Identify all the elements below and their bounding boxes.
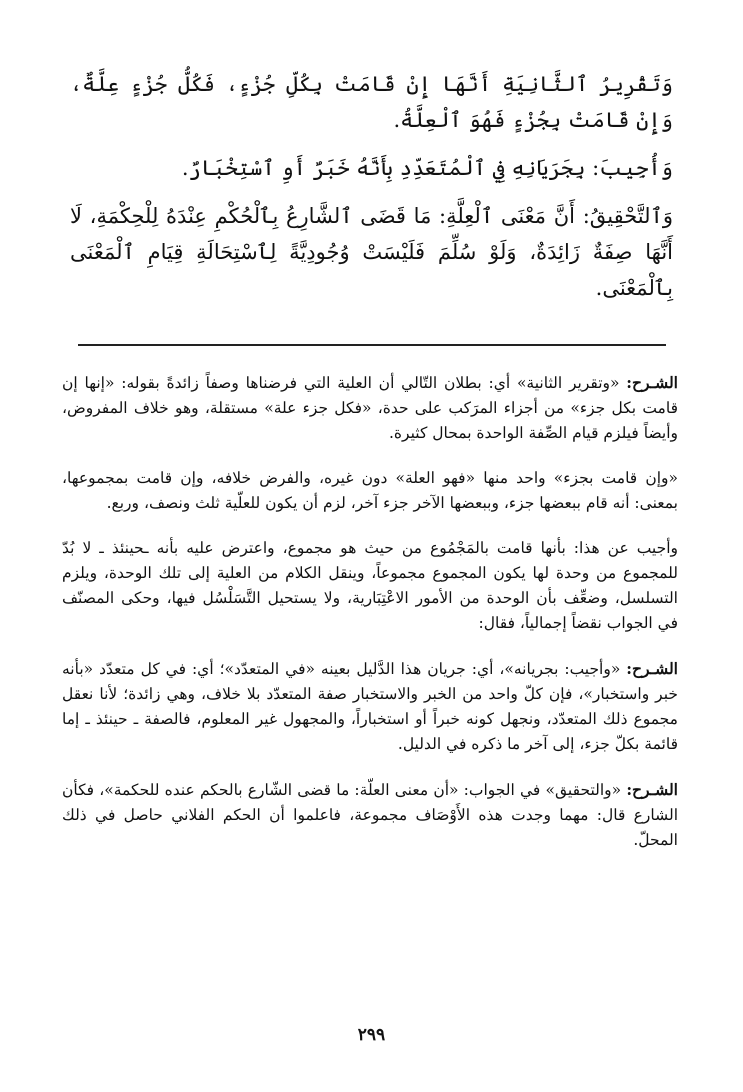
commentary-paragraph-4 <box>62 656 678 757</box>
commentary-text: وأجيب عن هذا: بأنها قامت بالمَجْمُوع من حيث هو مجموع، واعترض عليه بأنه ـحينئذ ـ لا بُدّ للمجموع من وحدة لها يكون المجموع مجموعاً، وينقل الكلام من العلية إلى تلك الوحدة، ويلزم التسلسل، وضعِّف بأن الوحدة من الأمور الاعْتِبَارية، ولا يستحيل التَّسَلْسُل فيها، وحكى المصنّف في الجواب نقضاً إجمالياً، فقال: <box>62 539 678 632</box>
matn-paragraph-2: وَأُجِيبَ: بِجَرَيَانِهِ فِي ٱلْمُتَعَدِّدِ بِأَنَّهُ خَبَرٌ أَوِ ٱسْتِخْبَارٌ. <box>181 156 673 180</box>
commentary-paragraph-1 <box>62 370 678 446</box>
matn-paragraph-1: وَتَقْرِيرُ ٱلثَّانِيَةِ أَنَّهَا إِنْ قَامَتْ بِكُلِّ جُزْءٍ، فَكُلُّ جُزْءٍ عِلَّةٌ، وَإِنْ قَامَتْ بِجُزْءٍ فَهُوَ ٱلْعِلَّةُ. <box>70 72 673 132</box>
commentary-text: «وإن قامت بجزء» واحد منها «فهو العلة» دون غيره، والفرض خلافه، وإن قامت بمجموعها، بمعنى: أنه قام ببعضها جزء، وببعضها الآخر جزء آخر، لزم أن يكون للعلّية ثلث ونصف، وربع. <box>62 469 678 512</box>
commentary-paragraph-2 <box>62 466 678 516</box>
commentary-paragraph-5 <box>62 777 678 853</box>
commentary-text: «وتقرير الثانية» أي: بطلان التّالي أن العلية التي فرضناها وصفاً زائدةً بقوله: «إنها إن قامت بكل جزء» من أجزاء المرَكب على حدة، «فكل جزء علة» مستقلة، وهو خلاف المفروض، وأيضاً فيلزم قيام الصِّفة الواحدة بمحال كثيرة. <box>62 374 678 442</box>
page-number: ٢٩٩ <box>357 1025 386 1045</box>
commentary-block <box>62 370 678 873</box>
commentary-paragraph-3 <box>62 536 678 636</box>
commentary-text: «وأجيب: بجريانه»، أي: جريان هذا الدَّليل بعينه «في المتعدّد»؛ أي: في كل متعدّد «بأنه خبر واستخبار»، فإن كلّ واحد من الخبر والاستخبار صفة المتعدّد بلا خلاف، وهي زائدة؛ لأنا نعقل مجموع ذلك المتعدّد، ونجهل كونه خبراً أو استخباراً، والمجهول غير المعلوم، فالصفة ـ حينئذ ـ إما قائمة بكلّ جزء، إلى آخر ما ذكره في الدليل. <box>62 660 678 753</box>
commentary-text: «والتحقيق» في الجواب: «أن معنى العلّة: ما قضى الشّارع بالحكم عنده للحكمة»، فكأن الشارع قال: مهما وجدت هذه الأَوْصَاف مجموعة، فاعلموا أن الحكم الفلاني حاصل في ذلك المحلّ. <box>62 781 678 849</box>
commentary-label: الشـرح: <box>626 780 678 799</box>
commentary-label: الشـرح: <box>626 659 678 678</box>
section-divider <box>78 344 666 346</box>
matn-paragraph-3: وَٱلتَّحْقِيقُ: أَنَّ مَعْنَى ٱلْعِلَّةِ: مَا قَضَى ٱلشَّارِعُ بِٱلْحُكْمِ عِنْدَهُ لِلْحِكْمَةِ، لَا أَنَّهَا صِفَةٌ زَائِدَةٌ، وَلَوْ سُلِّمَ فَلَيْسَتْ وُجُودِيَّةً لِٱسْتِحَالَةِ قِيَامِ ٱلْمَعْنَى بِٱلْمَعْنَى. <box>70 204 673 300</box>
main-text-block <box>70 66 673 318</box>
commentary-label: الشـرح: <box>626 373 678 392</box>
